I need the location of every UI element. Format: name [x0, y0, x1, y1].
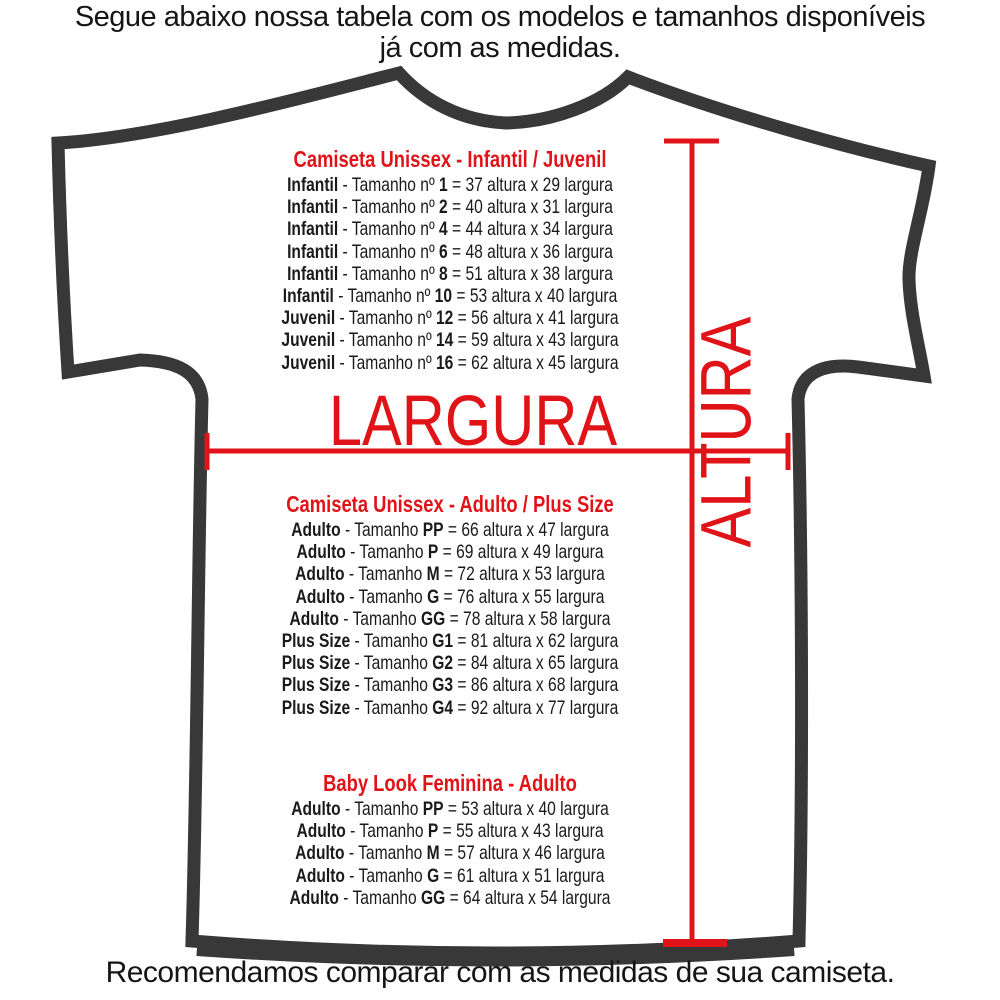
size-row-category: Adulto	[295, 585, 345, 608]
size-row	[226, 307, 674, 329]
size-row-category: Adulto	[295, 842, 345, 865]
size-row-mid: - Tamanho nº	[335, 307, 436, 330]
size-row-size: PP	[422, 519, 444, 541]
size-row-category: Adulto	[289, 607, 339, 630]
size-row-measures: = 76 altura x 55 largura	[439, 585, 605, 608]
size-row-mid: - Tamanho	[350, 652, 433, 675]
size-row	[226, 563, 674, 585]
size-row-mid: - Tamanho	[340, 798, 423, 820]
size-row-measures: = 53 altura x 40 largura	[452, 285, 618, 308]
size-row-category: Adulto	[296, 541, 346, 564]
size-row	[226, 674, 674, 696]
size-row-measures: = 56 altura x 41 largura	[453, 307, 619, 330]
size-row-measures: = 59 altura x 43 largura	[453, 329, 619, 352]
size-row	[226, 352, 674, 374]
section-adulto-plus-size	[226, 491, 674, 719]
size-row-size: G	[427, 864, 440, 887]
size-row	[226, 630, 674, 652]
size-row-size: 16	[435, 351, 454, 374]
size-row-measures: = 55 altura x 43 largura	[438, 820, 604, 843]
size-row	[226, 842, 674, 864]
size-row-size: P	[427, 820, 439, 843]
size-row	[226, 329, 674, 351]
largura-label	[301, 382, 644, 461]
size-row-mid: - Tamanho nº	[338, 174, 440, 196]
size-row-measures: = 78 altura x 58 largura	[445, 607, 611, 630]
size-row-measures: = 40 altura x 31 largura	[447, 196, 613, 219]
size-row-size: 12	[435, 307, 454, 330]
size-row-mid: - Tamanho nº	[338, 262, 440, 285]
size-row-measures: = 53 altura x 40 largura	[443, 798, 609, 820]
section-baby-look	[226, 770, 674, 909]
section-title: Camiseta Unissex - Infantil / Juvenil	[293, 146, 607, 172]
altura-label-text: ALTURA	[687, 316, 767, 548]
intro-caption-line2: já com as medidas.	[379, 32, 621, 64]
size-row-category: Infantil	[287, 240, 339, 263]
size-row	[226, 865, 674, 887]
size-row-category: Adulto	[295, 864, 345, 887]
size-row-mid: - Tamanho nº	[338, 218, 440, 241]
size-row-mid: - Tamanho	[345, 541, 428, 564]
size-row-mid: - Tamanho	[344, 842, 427, 865]
size-row-measures: = 48 altura x 36 largura	[447, 240, 613, 263]
size-row-size: G	[427, 585, 440, 608]
size-row	[226, 174, 674, 196]
section-title: Camiseta Unissex - Adulto / Plus Size	[286, 491, 614, 517]
size-row-mid: - Tamanho	[350, 630, 433, 653]
size-row-size: PP	[422, 798, 444, 820]
size-row-mid: - Tamanho	[344, 585, 428, 608]
section-infantil-juvenil	[226, 146, 674, 374]
size-row	[226, 218, 674, 240]
size-row	[226, 887, 674, 909]
size-row-size: 4	[439, 218, 448, 241]
intro-caption-line1: Segue abaixo nossa tabela com os modelos e tamanhos disponíveis	[74, 1, 926, 33]
size-row-category: Infantil	[287, 218, 339, 241]
size-row	[226, 263, 674, 285]
size-row	[226, 241, 674, 263]
size-row-size: G3	[432, 674, 454, 697]
size-row	[226, 285, 674, 307]
size-row-size: G4	[432, 696, 454, 719]
size-row-category: Juvenil	[281, 329, 336, 352]
size-row-mid: - Tamanho	[345, 820, 428, 843]
size-row-mid: - Tamanho nº	[335, 351, 436, 374]
size-row-size: GG	[421, 886, 446, 909]
size-row-mid: - Tamanho nº	[333, 285, 435, 308]
size-row-size: M	[426, 563, 440, 586]
size-row	[226, 820, 674, 842]
size-row-category: Infantil	[282, 285, 334, 308]
size-row-measures: = 61 altura x 51 largura	[439, 864, 605, 887]
size-row-size: G2	[432, 652, 454, 675]
size-row-category: Adulto	[289, 886, 339, 909]
size-row-size: G1	[432, 630, 454, 653]
size-row-mid: - Tamanho nº	[335, 329, 436, 352]
size-row-mid: - Tamanho nº	[338, 196, 440, 219]
size-row-category: Adulto	[291, 798, 341, 820]
size-row-measures: = 69 altura x 49 largura	[438, 541, 604, 564]
size-row-size: 2	[439, 196, 448, 219]
size-row-measures: = 66 altura x 47 largura	[443, 519, 609, 541]
section-title: Baby Look Feminina - Adulto	[323, 770, 577, 796]
intro-caption	[0, 2, 1000, 64]
size-row-mid: - Tamanho	[350, 696, 433, 719]
size-row	[226, 519, 674, 541]
size-row	[226, 697, 674, 719]
size-row	[226, 798, 674, 820]
size-row-measures: = 62 altura x 45 largura	[453, 351, 619, 374]
size-row-category: Juvenil	[281, 351, 336, 374]
size-row-category: Plus Size	[281, 674, 351, 697]
size-row-measures: = 64 altura x 54 largura	[445, 886, 611, 909]
size-row	[226, 196, 674, 218]
size-row-measures: = 37 altura x 29 largura	[447, 174, 613, 196]
size-row-size: 6	[439, 240, 448, 263]
size-row-category: Adulto	[296, 820, 346, 843]
size-row-category: Plus Size	[281, 652, 351, 675]
size-row-mid: - Tamanho	[344, 864, 428, 887]
size-row-size: GG	[421, 607, 446, 630]
size-row-measures: = 92 altura x 77 largura	[453, 696, 619, 719]
size-row-measures: = 81 altura x 62 largura	[453, 630, 619, 653]
size-row-measures: = 84 altura x 65 largura	[453, 652, 619, 675]
size-row	[226, 608, 674, 630]
size-row-category: Infantil	[287, 196, 339, 219]
size-row-mid: - Tamanho	[344, 563, 427, 586]
size-row-category: Juvenil	[281, 307, 336, 330]
size-row-measures: = 51 altura x 38 largura	[447, 262, 613, 285]
largura-label-text: LARGURA	[328, 382, 618, 461]
size-row	[226, 586, 674, 608]
size-row-measures: = 86 altura x 68 largura	[453, 674, 619, 697]
size-row-size: 8	[439, 262, 448, 285]
size-row-size: M	[426, 842, 440, 865]
size-row-category: Adulto	[295, 563, 345, 586]
size-row-size: P	[427, 541, 439, 564]
size-row-category: Plus Size	[281, 630, 351, 653]
size-row-mid: - Tamanho	[338, 607, 421, 630]
size-row-measures: = 44 altura x 34 largura	[447, 218, 613, 241]
size-row-mid: - Tamanho	[350, 674, 433, 697]
altura-label	[687, 295, 767, 570]
footer-caption: Recomendamos comparar com as medidas de sua camiseta.	[105, 956, 895, 989]
size-row-mid: - Tamanho	[340, 519, 423, 541]
size-row-size: 10	[434, 285, 453, 308]
size-row	[226, 652, 674, 674]
size-row-size: 14	[435, 329, 454, 352]
size-row-mid: - Tamanho nº	[338, 240, 440, 263]
size-row-category: Infantil	[287, 174, 339, 196]
size-row-category: Adulto	[291, 519, 341, 541]
size-row-mid: - Tamanho	[338, 886, 421, 909]
size-row-category: Plus Size	[281, 696, 351, 719]
size-row-measures: = 57 altura x 46 largura	[439, 842, 605, 865]
size-row	[226, 541, 674, 563]
size-row-measures: = 72 altura x 53 largura	[439, 563, 605, 586]
size-row-size: 1	[439, 174, 448, 196]
size-row-category: Infantil	[287, 262, 339, 285]
